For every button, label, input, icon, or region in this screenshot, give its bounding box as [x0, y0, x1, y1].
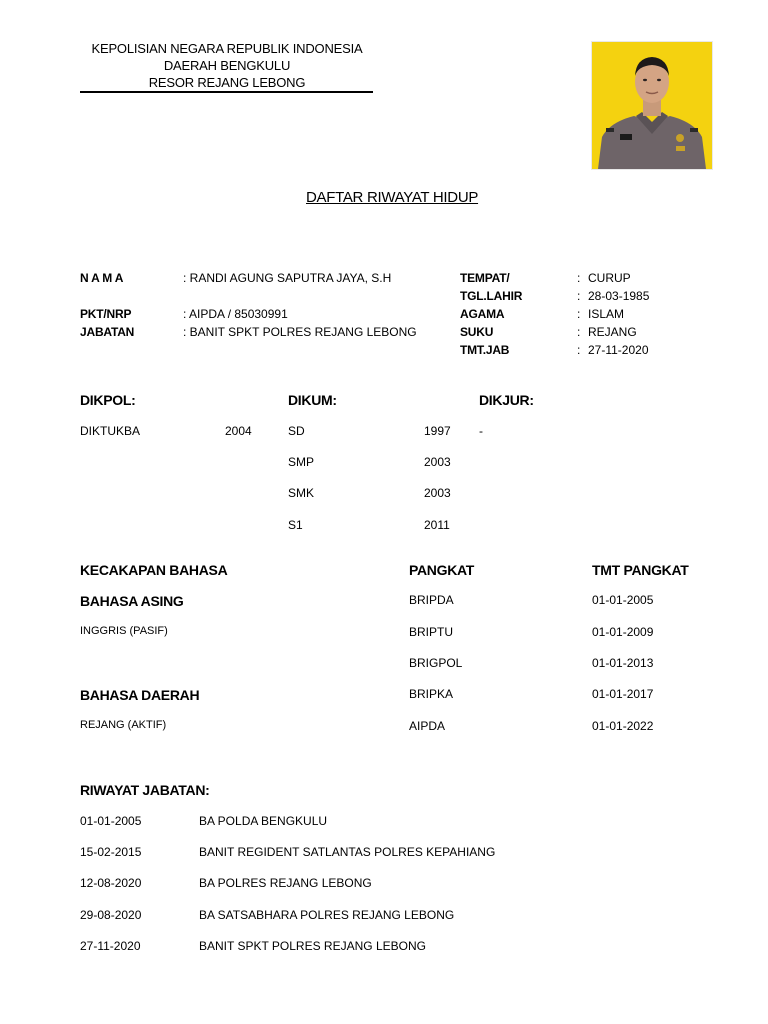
tmt-jab-value: 27-11-2020	[588, 343, 649, 357]
agama-value: ISLAM	[588, 307, 625, 321]
pkt-label: PKT/NRP	[80, 307, 132, 321]
document-title: DAFTAR RIWAYAT HIDUP	[306, 189, 479, 206]
dikum-year: 2003	[424, 486, 451, 500]
header-institution: KEPOLISIAN NEGARA REPUBLIK INDONESIA	[91, 41, 363, 56]
pangkat-name: BRIPDA	[409, 593, 454, 607]
dikum-name: SMK	[288, 486, 315, 500]
dikjur-heading: DIKJUR:	[479, 392, 534, 408]
pangkat-tmt: 01-01-2017	[592, 687, 654, 701]
pangkat-name: BRIPTU	[409, 625, 454, 639]
header-region: DAERAH BENGKULU	[163, 58, 291, 73]
tempat-colon: :	[577, 271, 581, 285]
pangkat-tmt: 01-01-2022	[592, 719, 654, 733]
pangkat-name: BRIPKA	[409, 687, 454, 701]
kecakapan-bahasa-heading: KECAKAPAN BAHASA	[80, 562, 228, 578]
bahasa-daerah-value: REJANG (AKTIF)	[80, 719, 167, 731]
pangkat-name: BRIGPOL	[409, 656, 463, 670]
bahasa-daerah-heading: BAHASA DAERAH	[80, 687, 200, 703]
tgl-lahir-colon: :	[577, 289, 581, 303]
dikpol-name: DIKTUKBA	[80, 424, 141, 438]
jabatan-value: : BANIT SPKT POLRES REJANG LEBONG	[183, 325, 417, 339]
dikum-name: S1	[288, 518, 303, 532]
pangkat-heading: PANGKAT	[409, 562, 475, 578]
pangkat-tmt: 01-01-2009	[592, 625, 654, 639]
dikum-name: SMP	[288, 455, 315, 469]
suku-colon: :	[577, 325, 581, 339]
agama-label: AGAMA	[460, 307, 505, 321]
jabatan-label: JABATAN	[80, 325, 135, 339]
jabatan-position: BA SATSABHARA POLRES REJANG LEBONG	[199, 908, 455, 922]
tmt-jab-label: TMT.JAB	[460, 343, 510, 357]
bahasa-asing-value: INGGRIS (PASIF)	[80, 625, 168, 637]
pkt-value: : AIPDA / 85030991	[183, 307, 288, 321]
dikpol-heading: DIKPOL:	[80, 392, 136, 408]
pangkat-tmt: 01-01-2013	[592, 656, 654, 670]
suku-value: REJANG	[588, 325, 637, 339]
header-resort: RESOR REJANG LEBONG	[148, 75, 306, 90]
dikpol-year: 2004	[225, 424, 252, 438]
riwayat-jabatan-heading: RIWAYAT JABATAN:	[80, 782, 210, 798]
tempat-value: CURUP	[588, 271, 631, 285]
jabatan-position: BA POLDA BENGKULU	[199, 814, 328, 828]
dikum-year: 1997	[424, 424, 451, 438]
suku-label: SUKU	[460, 325, 494, 339]
dikum-year: 2011	[424, 518, 450, 532]
tmt-jab-colon: :	[577, 343, 581, 357]
jabatan-date: 27-11-2020	[80, 939, 141, 953]
jabatan-position: BANIT REGIDENT SATLANTAS POLRES KEPAHIANG	[199, 845, 496, 859]
header-underline	[80, 91, 373, 93]
tmt-pangkat-heading: TMT PANGKAT	[592, 562, 689, 578]
dikum-year: 2003	[424, 455, 451, 469]
tgl-lahir-label: TGL.LAHIR	[460, 289, 523, 303]
profile-photo	[591, 41, 713, 170]
dikjur-value: -	[479, 424, 483, 438]
tempat-label: TEMPAT/	[460, 271, 510, 285]
dikum-heading: DIKUM:	[288, 392, 337, 408]
nama-label: N A M A	[80, 271, 124, 285]
officer-portrait-image	[592, 42, 712, 169]
jabatan-position: BA POLRES REJANG LEBONG	[199, 876, 372, 890]
jabatan-date: 12-08-2020	[80, 876, 142, 890]
bahasa-asing-heading: BAHASA ASING	[80, 593, 184, 609]
dikum-name: SD	[288, 424, 305, 438]
pangkat-tmt: 01-01-2005	[592, 593, 654, 607]
jabatan-position: BANIT SPKT POLRES REJANG LEBONG	[199, 939, 426, 953]
tgl-lahir-value: 28-03-1985	[588, 289, 650, 303]
pangkat-name: AIPDA	[409, 719, 446, 733]
nama-value: : RANDI AGUNG SAPUTRA JAYA, S.H	[183, 271, 392, 285]
jabatan-date: 01-01-2005	[80, 814, 142, 828]
agama-colon: :	[577, 307, 581, 321]
jabatan-date: 29-08-2020	[80, 908, 142, 922]
jabatan-date: 15-02-2015	[80, 845, 142, 859]
